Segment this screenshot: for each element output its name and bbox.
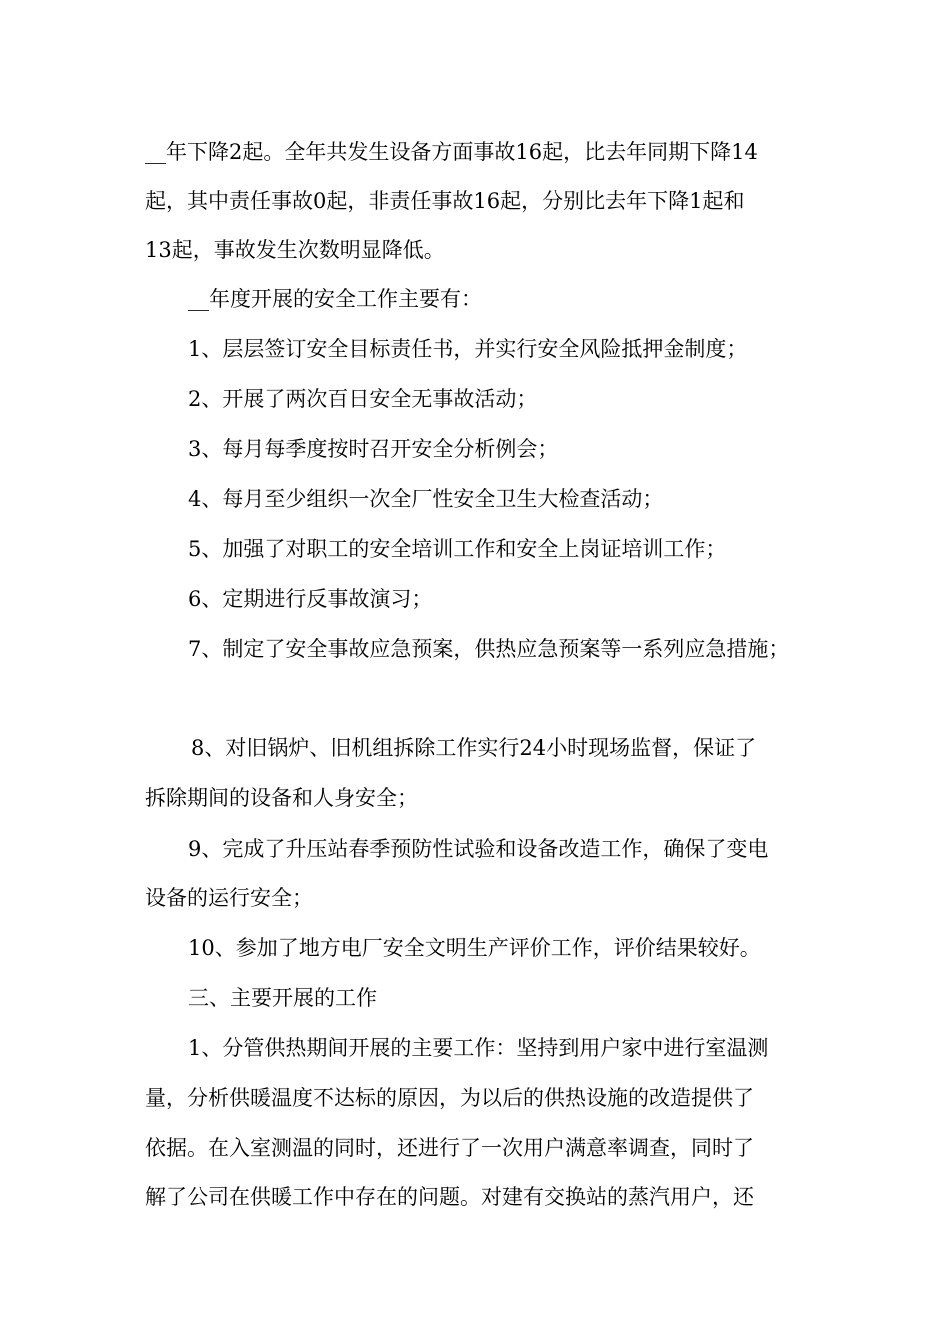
list-item-5: 5、加强了对职工的安全培训工作和安全上岗证培训工作；	[188, 537, 727, 561]
list-item-1: 1、层层签订安全目标责任书，并实行安全风险抵押金制度；	[188, 337, 748, 361]
paragraph-intro-line-2: 起，其中责任事故0起，非责任事故16起，分别比去年下降1起和	[145, 189, 745, 213]
section-3-item-1-line-4: 解了公司在供暖工作中存在的问题。对建有交换站的蒸汽用户，还	[145, 1185, 754, 1209]
section-3-item-1-line-1: 1、分管供热期间开展的主要工作：坚持到用户家中进行室温测	[188, 1036, 769, 1060]
paragraph-intro-line-1: __年下降2起。全年共发生设备方面事故16起，比去年同期下降14	[145, 140, 758, 164]
list-item-9-line-2: 设备的运行安全；	[145, 886, 313, 910]
section-3-heading: 三、主要开展的工作	[188, 986, 377, 1010]
list-item-8-line-1: 8、对旧锅炉、旧机组拆除工作实行24小时现场监督，保证了	[191, 736, 757, 760]
safety-work-heading: __年度开展的安全工作主要有：	[188, 287, 482, 311]
list-item-2: 2、开展了两次百日安全无事故活动；	[188, 387, 538, 411]
paragraph-intro-line-3: 13起，事故发生次数明显降低。	[145, 238, 445, 262]
list-item-9-line-1: 9、完成了升压站春季预防性试验和设备改造工作，确保了变电	[188, 837, 769, 861]
list-item-8-line-2: 拆除期间的设备和人身安全；	[145, 786, 418, 810]
list-item-3: 3、每月每季度按时召开安全分析例会；	[188, 437, 559, 461]
list-item-6: 6、定期进行反事故演习；	[188, 587, 433, 611]
list-item-10: 10、参加了地方电厂安全文明生产评价工作，评价结果较好。	[188, 936, 761, 960]
list-item-4: 4、每月至少组织一次全厂性安全卫生大检查活动；	[188, 487, 664, 511]
section-3-item-1-line-2: 量，分析供暖温度不达标的原因，为以后的供热设施的改造提供了	[145, 1086, 754, 1110]
section-3-item-1-line-3: 依据。在入室测温的同时，还进行了一次用户满意率调查，同时了	[145, 1136, 754, 1160]
list-item-7: 7、制定了安全事故应急预案，供热应急预案等一系列应急措施；	[188, 637, 790, 661]
